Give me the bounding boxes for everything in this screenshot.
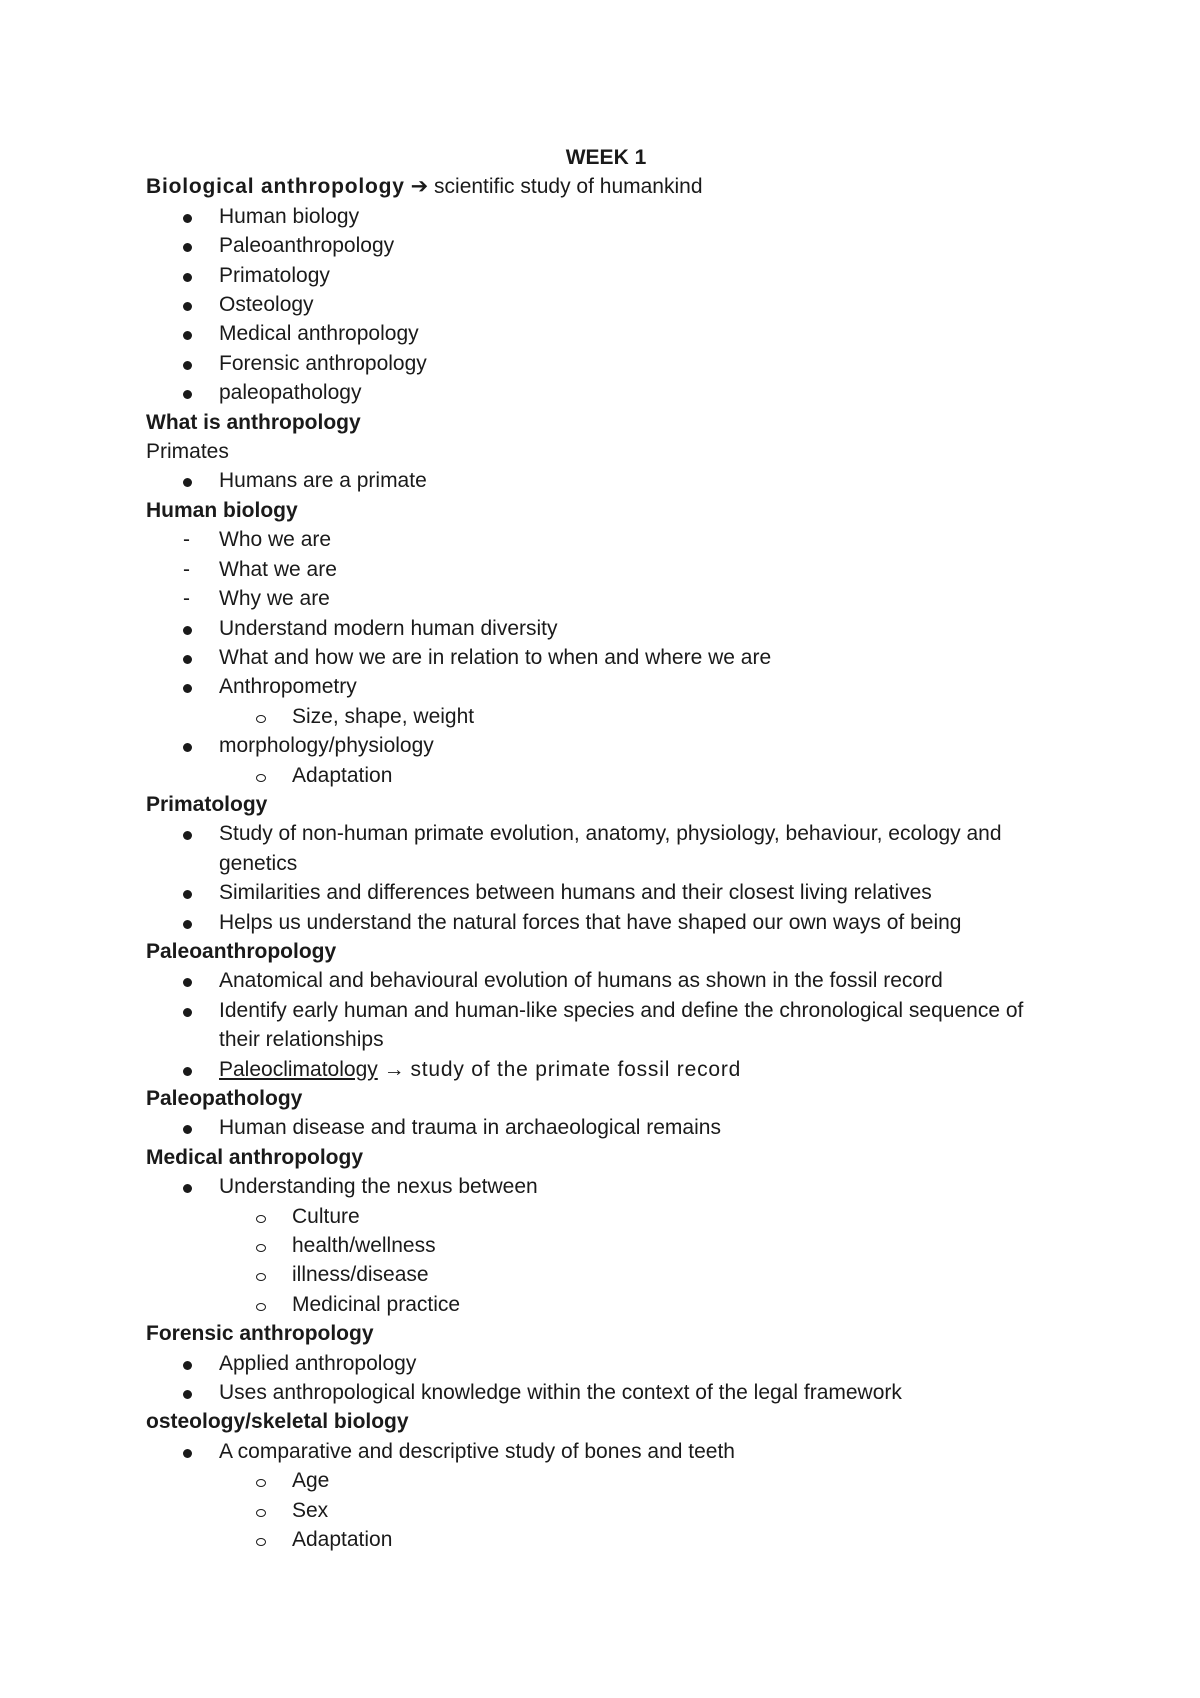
list-item: - Who we are [146,525,1066,554]
bullet-icon [183,1172,203,1201]
section-subheading: Primates [146,440,229,464]
bullet-icon [183,1437,203,1466]
bullet-icon [183,614,203,643]
intro-term: Biological anthropology [146,175,405,199]
circle-bullet-icon [256,1525,276,1554]
list-item: Uses anthropological knowledge within the context of the legal framework [146,1378,1066,1407]
list-item: Humans are a primate [146,466,1066,495]
list-item: Osteology [146,290,1066,319]
section-heading-osteology: osteology/skeletal biology [146,1410,409,1434]
sub-list-item: Sex [146,1496,1066,1525]
arrow-icon: → [383,1057,405,1081]
section-heading-human-biology: Human biology [146,498,298,522]
list-item: Helps us understand the natural forces that have shaped our own ways of being [146,908,1066,937]
circle-bullet-icon [256,1496,276,1525]
section-heading-paleopathology: Paleopathology [146,1087,303,1110]
bullet-icon [183,819,203,848]
page-title: WEEK 1 [565,146,647,169]
bullet-icon [183,878,203,907]
intro-heading [146,172,1066,201]
bullet-icon [183,996,203,1025]
list-item: Forensic anthropology [146,349,1066,378]
section-heading-primatology: Primatology [146,792,268,816]
circle-bullet-icon [256,1202,276,1231]
list-item: - Why we are [146,584,1066,613]
dash-icon: - [183,557,190,581]
list-item: Medical anthropology [146,319,1066,348]
list-item: What and how we are in relation to when and where we are [146,643,1066,672]
list-item: Applied anthropology [146,1349,1066,1378]
section-heading-medical-anthropology: Medical anthropology [146,1145,364,1169]
list-item: Study of non-human primate evolution, anatomy, physiology, behaviour, ecology and genetics [146,819,1066,878]
bullet-icon [183,202,203,231]
circle-bullet-icon [256,1231,276,1260]
circle-bullet-icon [256,1290,276,1319]
sub-list-item: Culture [146,1202,1066,1231]
arrow-icon: ➔ [410,175,429,199]
sub-list-item: illness/disease [146,1260,1066,1289]
circle-bullet-icon [256,1466,276,1495]
list-item: Similarities and differences between humans and their closest living relatives [146,878,1066,907]
list-item: Human biology [146,202,1066,231]
circle-bullet-icon [256,1260,276,1289]
bullet-icon [183,290,203,319]
sub-list-item: Medicinal practice [146,1290,1066,1319]
list-item: morphology/physiology [146,731,1066,760]
list-item: - What we are [146,555,1066,584]
sub-list-item: Adaptation [146,761,1066,790]
list-item: Understanding the nexus between [146,1172,1066,1201]
sub-list-item: Size, shape, weight [146,702,1066,731]
list-item: Understand modern human diversity [146,614,1066,643]
document-page [146,143,1066,1555]
sub-list-item: Age [146,1466,1066,1495]
dash-icon: - [183,587,190,611]
sub-list-item: health/wellness [146,1231,1066,1260]
list-item: paleopathology [146,378,1066,407]
bullet-icon [183,319,203,348]
bullet-icon [183,378,203,407]
list-item: Paleoanthropology [146,231,1066,260]
sub-list-item: Adaptation [146,1525,1066,1554]
bullet-icon [183,1349,203,1378]
circle-bullet-icon [256,761,276,790]
section-heading-forensic-anthropology: Forensic anthropology [146,1322,374,1346]
bullet-icon [183,1113,203,1142]
list-item: Human disease and trauma in archaeological remains [146,1113,1066,1142]
list-item: A comparative and descriptive study of bones and teeth [146,1437,1066,1466]
bullet-icon [183,261,203,290]
bullet-icon [183,966,203,995]
bullet-icon [183,231,203,260]
bullet-icon [183,672,203,701]
list-item: Anthropometry [146,672,1066,701]
paleoclimatology-link[interactable]: Paleoclimatology [219,1057,378,1081]
list-item: Identify early human and human-like species and define the chronological sequence of their relationships [146,996,1066,1055]
list-item: Anatomical and behavioural evolution of humans as shown in the fossil record [146,966,1066,995]
list-item: Paleoclimatology → study of the primate fossil record [146,1055,1066,1084]
intro-definition: scientific study of humankind [434,175,703,199]
bullet-icon [183,643,203,672]
bullet-icon [183,466,203,495]
bullet-icon [183,1378,203,1407]
circle-bullet-icon [256,702,276,731]
dash-icon: - [183,528,190,552]
bullet-icon [183,1055,203,1084]
bullet-icon [183,731,203,760]
bullet-icon [183,908,203,937]
bullet-icon [183,349,203,378]
section-heading-paleoanthropology: Paleoanthropology [146,939,337,963]
list-item: Primatology [146,261,1066,290]
section-heading-what-is: What is anthropology [146,410,361,434]
